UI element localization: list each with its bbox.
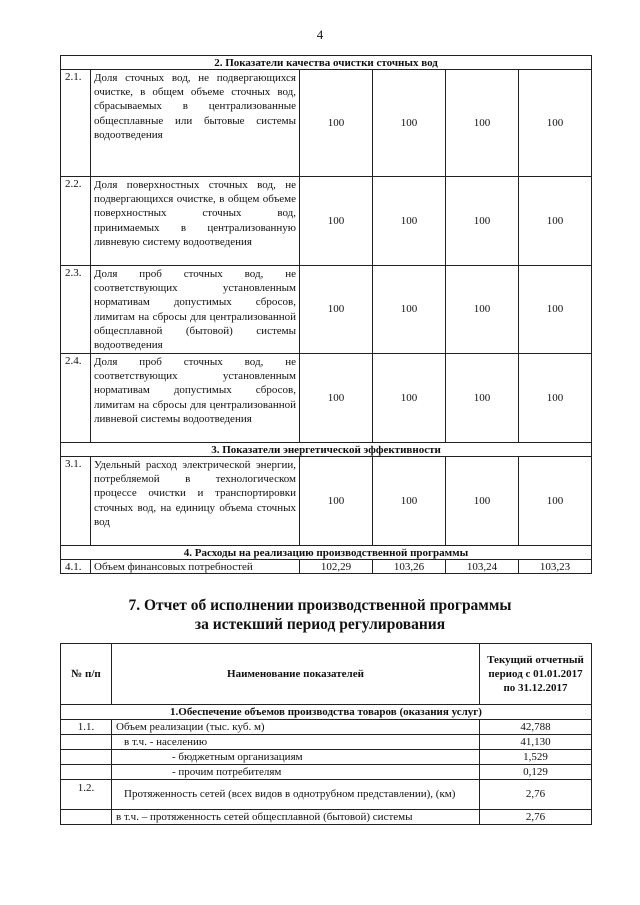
indicator-value: 100	[373, 266, 446, 354]
indicator-description: Доля проб сточных вод, не соответствующих установленным нормативам допустимых сбросов, лимитам на сбросы для централизованной ливневой системы водоотведения	[91, 354, 300, 443]
indicator-value: 100	[519, 457, 592, 546]
indicator-value: 100	[300, 177, 373, 266]
row-number	[61, 765, 112, 780]
indicator-value: 103,24	[446, 560, 519, 574]
indicator-value: 100	[519, 354, 592, 443]
section-heading: 4. Расходы на реализацию производственной программы	[61, 546, 592, 560]
table-row	[61, 750, 592, 765]
indicator-value: 100	[300, 266, 373, 354]
indicator-value: 2,76	[480, 810, 592, 825]
table-row	[61, 765, 592, 780]
row-number	[61, 750, 112, 765]
row-number: 2.1.	[61, 70, 91, 177]
indicator-description: Объем финансовых потребностей	[91, 560, 300, 574]
indicator-value: 100	[373, 70, 446, 177]
row-number	[61, 810, 112, 825]
indicator-description: Доля поверхностных сточных вод, не подвергающихся очистке, в общем объеме поверхностных сточных вод, принимаемых в централизованную ливневую систему водоотведения	[91, 177, 300, 266]
section-title-line1: 7. Отчет об исполнении производственной программы	[128, 597, 512, 614]
indicator-name: Протяженность сетей (всех видов в однотрубном представлении), (км)	[112, 780, 480, 810]
header-name: Наименование показателей	[112, 644, 480, 705]
indicator-value: 100	[446, 354, 519, 443]
indicator-value: 2,76	[480, 780, 592, 810]
indicator-name: Объем реализации (тыс. куб. м)	[112, 720, 480, 735]
row-number: 2.4.	[61, 354, 91, 443]
indicator-value: 103,26	[373, 560, 446, 574]
indicator-description: Удельный расход электрической энергии, потребляемой в технологическом процессе очистки и транспортировки сточных вод, на единицу объема сточных вод	[91, 457, 300, 546]
row-number: 2.2.	[61, 177, 91, 266]
indicator-value: 103,23	[519, 560, 592, 574]
indicator-value: 100	[300, 70, 373, 177]
indicator-value: 41,130	[480, 735, 592, 750]
table-row	[61, 735, 592, 750]
section-heading: 2. Показатели качества очистки сточных вод	[61, 56, 592, 70]
row-number: 2.3.	[61, 266, 91, 354]
page-number: 4	[316, 27, 324, 42]
indicator-value: 100	[300, 354, 373, 443]
indicator-value: 100	[373, 354, 446, 443]
indicator-description: Доля проб сточных вод, не соответствующих установленным нормативам допустимых сбросов, лимитам на сбросы для централизованной общесплавной (бытовой) системы водоотведения	[91, 266, 300, 354]
indicator-value: 0,129	[480, 765, 592, 780]
table-row	[61, 354, 592, 443]
table-row	[61, 780, 592, 810]
table-row	[61, 70, 592, 177]
table-row	[61, 457, 592, 546]
indicator-value: 1,529	[480, 750, 592, 765]
indicator-value: 100	[373, 457, 446, 546]
header-number: № п/п	[61, 644, 112, 705]
row-number: 3.1.	[61, 457, 91, 546]
indicator-value: 100	[519, 266, 592, 354]
indicator-value: 100	[446, 177, 519, 266]
indicator-name: в т.ч. – протяженность сетей общесплавной (бытовой) системы	[112, 810, 480, 825]
row-number: 1.2.	[61, 780, 112, 810]
table-row	[61, 810, 592, 825]
indicator-value: 100	[300, 457, 373, 546]
header-period: Текущий отчетный период с 01.01.2017 по 31.12.2017	[480, 644, 592, 705]
indicator-name: в т.ч. - населению	[112, 735, 480, 750]
section-heading: 3. Показатели энергетической эффективности	[61, 443, 592, 457]
indicators-table	[60, 55, 592, 574]
table-row	[61, 177, 592, 266]
indicator-value: 100	[446, 457, 519, 546]
indicator-value: 100	[446, 70, 519, 177]
report-table	[60, 643, 592, 825]
table-row	[61, 266, 592, 354]
table-row	[61, 560, 592, 574]
section-title-line2: за истекший период регулирования	[194, 616, 446, 633]
indicator-value: 100	[519, 70, 592, 177]
row-number	[61, 735, 112, 750]
indicator-description: Доля сточных вод, не подвергающихся очистке, в общем объеме сточных вод, сбрасываемых в централизованные общесплавные или бытовые системы водоотведения	[91, 70, 300, 177]
indicator-value: 42,788	[480, 720, 592, 735]
row-number: 4.1.	[61, 560, 91, 574]
indicator-name: - прочим потребителям	[112, 765, 480, 780]
table-row	[61, 720, 592, 735]
indicator-value: 100	[373, 177, 446, 266]
indicator-value: 100	[519, 177, 592, 266]
indicator-value: 102,29	[300, 560, 373, 574]
section-heading: 1.Обеспечение объемов производства товаров (оказания услуг)	[61, 705, 592, 720]
indicator-name: - бюджетным организациям	[112, 750, 480, 765]
indicator-value: 100	[446, 266, 519, 354]
row-number: 1.1.	[61, 720, 112, 735]
